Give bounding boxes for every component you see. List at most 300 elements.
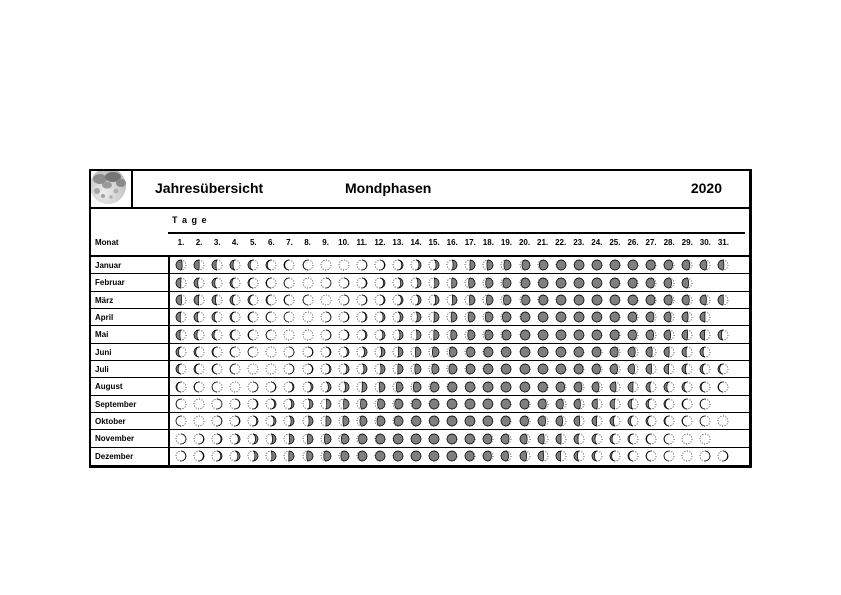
moon-phase-icon	[500, 259, 512, 271]
moon-phase-icon	[591, 259, 603, 271]
moon-phase-icon	[302, 433, 314, 445]
moon-phase-icon	[645, 363, 657, 375]
moon-phase-icon	[265, 259, 277, 271]
moon-phase-icon	[699, 433, 711, 445]
moon-phase-icon	[211, 259, 223, 271]
moon-phase-icon	[681, 381, 693, 393]
moon-phase-icon	[392, 277, 404, 289]
moon-phase-icon	[229, 277, 241, 289]
moon-phase-icon	[374, 415, 386, 427]
moon-phase-icon	[175, 294, 187, 306]
moon-phase-icon	[645, 450, 657, 462]
moon-phase-icon	[609, 381, 621, 393]
month-row-oktober	[91, 413, 749, 430]
moon-phase-icon	[537, 450, 549, 462]
moon-phase-icon	[374, 398, 386, 410]
moon-phase-icon	[591, 346, 603, 358]
moon-phase-icon	[537, 398, 549, 410]
day-label: 25.	[609, 238, 621, 247]
moon-phase-icon	[175, 311, 187, 323]
moon-phase-icon	[482, 450, 494, 462]
moon-phase-icon	[193, 329, 205, 341]
moon-phase-icon	[555, 363, 567, 375]
moon-phase-icon	[482, 398, 494, 410]
month-label: Juli	[95, 364, 109, 374]
moon-phase-icon	[283, 381, 295, 393]
moon-phase-icon	[320, 433, 332, 445]
moon-phase-icon	[627, 294, 639, 306]
moon-phase-icon	[482, 311, 494, 323]
moon-phase-icon	[356, 294, 368, 306]
moon-phase-icon	[410, 363, 422, 375]
moon-phase-icon	[555, 415, 567, 427]
moon-phase-icon	[302, 329, 314, 341]
moon-phase-icon	[519, 415, 531, 427]
moon-phase-icon	[681, 311, 693, 323]
moon-phase-icon	[283, 363, 295, 375]
moon-phase-icon	[519, 450, 531, 462]
moon-phase-icon	[175, 259, 187, 271]
moon-phase-icon	[609, 346, 621, 358]
moon-phase-icon	[374, 311, 386, 323]
moon-phase-icon	[302, 381, 314, 393]
day-label: 27.	[645, 238, 657, 247]
moon-phase-icon	[681, 415, 693, 427]
moon-phase-icon	[482, 259, 494, 271]
moon-phase-icon	[663, 294, 675, 306]
moon-phase-icon	[519, 381, 531, 393]
moon-phase-icon	[428, 450, 440, 462]
moon-phase-icon	[211, 433, 223, 445]
moon-phase-icon	[428, 277, 440, 289]
moon-phase-icon	[283, 311, 295, 323]
moon-phase-icon	[699, 363, 711, 375]
title-year: 2020	[690, 180, 722, 196]
moon-phase-icon	[555, 294, 567, 306]
moon-phase-icon	[609, 450, 621, 462]
moon-phase-icon	[464, 415, 476, 427]
title-overview: Jahresübersicht	[155, 180, 264, 196]
moon-phase-icon	[302, 415, 314, 427]
moon-phase-icon	[573, 311, 585, 323]
moon-phase-icon	[681, 294, 693, 306]
moon-phase-icon	[265, 381, 277, 393]
moon-phase-icon	[699, 381, 711, 393]
moon-phase-icon	[229, 450, 241, 462]
moon-phase-icon	[446, 398, 458, 410]
moon-phase-icon	[464, 363, 476, 375]
month-label: Februar	[95, 278, 125, 288]
moon-phase-icon	[265, 311, 277, 323]
moon-phase-icon	[645, 294, 657, 306]
month-rows	[91, 257, 749, 465]
moon-phase-icon	[193, 346, 205, 358]
moon-phase-icon	[519, 329, 531, 341]
moon-phase-icon	[663, 433, 675, 445]
moon-phase-icon	[609, 415, 621, 427]
moon-phase-icon	[645, 329, 657, 341]
moon-phase-icon	[229, 363, 241, 375]
moon-phase-icon	[175, 433, 187, 445]
moon-phase-icon	[356, 346, 368, 358]
moon-phase-icon	[338, 277, 350, 289]
month-row-mai	[91, 326, 749, 343]
moon-phase-icon	[446, 363, 458, 375]
moon-phase-icon	[717, 415, 729, 427]
month-label: Januar	[95, 261, 122, 270]
moon-phase-icon	[428, 311, 440, 323]
moon-phase-icon	[681, 329, 693, 341]
moon-phase-icon	[464, 346, 476, 358]
moon-phase-icon	[500, 346, 512, 358]
moon-phase-icon	[464, 398, 476, 410]
moon-phase-icon	[537, 311, 549, 323]
moon-phase-icon	[519, 259, 531, 271]
moon-phase-icon	[320, 259, 332, 271]
moon-phase-icon	[500, 381, 512, 393]
moon-phase-icon	[609, 294, 621, 306]
moon-phase-icon	[627, 398, 639, 410]
moon-phase-icon	[446, 329, 458, 341]
moon-phase-icon	[645, 311, 657, 323]
day-label: 7.	[286, 238, 293, 247]
moon-phase-icon	[609, 329, 621, 341]
moon-phase-icon	[247, 311, 259, 323]
day-label: 20.	[518, 238, 531, 247]
moon-phase-icon	[428, 398, 440, 410]
moon-phase-icon	[392, 329, 404, 341]
moon-phase-icon	[392, 311, 404, 323]
day-label: 16.	[446, 238, 458, 247]
moon-phase-icon	[573, 329, 585, 341]
moon-phase-icon	[591, 277, 603, 289]
moon-phase-icon	[627, 329, 639, 341]
day-label: 5.	[249, 238, 257, 247]
month-row-november	[91, 430, 749, 447]
moon-phase-icon	[681, 346, 693, 358]
moon-phase-icon	[500, 433, 512, 445]
moon-phase-icon	[609, 259, 621, 271]
moon-phase-icon	[663, 259, 675, 271]
moon-phase-icon	[338, 433, 350, 445]
moon-phase-icon	[699, 415, 711, 427]
moon-phase-icon	[591, 294, 603, 306]
moon-phase-icon	[537, 415, 549, 427]
moon-phase-icon	[555, 398, 567, 410]
moon-phase-icon	[609, 311, 621, 323]
moon-phase-icon	[645, 381, 657, 393]
moon-phase-icon	[482, 415, 494, 427]
moon-phase-icon	[338, 329, 350, 341]
moon-phase-icon	[464, 329, 476, 341]
moon-phase-icon	[374, 381, 386, 393]
day-label: 4.	[231, 238, 239, 247]
moon-calendar-card	[89, 169, 752, 468]
moon-phase-icon	[645, 259, 657, 271]
moon-phase-icon	[338, 398, 350, 410]
moon-phase-icon	[175, 346, 187, 358]
month-label: April	[95, 312, 114, 322]
moon-phase-icon	[392, 363, 404, 375]
day-label: 1.	[177, 238, 185, 247]
moon-phase-icon	[428, 433, 440, 445]
moon-phase-icon	[211, 294, 223, 306]
moon-phase-icon	[265, 450, 277, 462]
moon-photo-cell	[91, 171, 133, 207]
day-label: 18.	[482, 238, 494, 247]
moon-phase-icon	[338, 381, 350, 393]
moon-phase-icon	[446, 277, 458, 289]
moon-phase-icon	[537, 346, 549, 358]
moon-phase-icon	[555, 329, 567, 341]
moon-phase-icon	[555, 277, 567, 289]
moon-phase-icon	[265, 363, 277, 375]
moon-phase-icon	[338, 259, 350, 271]
moon-phase-icon	[283, 450, 295, 462]
moon-phase-icon	[663, 311, 675, 323]
moon-phase-icon	[320, 381, 332, 393]
moon-phase-icon	[229, 415, 241, 427]
moon-phase-icon	[573, 398, 585, 410]
moon-phase-icon	[247, 277, 259, 289]
moon-phase-icon	[229, 311, 241, 323]
moon-phase-icon	[717, 363, 729, 375]
moon-phase-icon	[519, 277, 531, 289]
moon-phase-icon	[464, 294, 476, 306]
day-label: 3.	[213, 238, 221, 247]
moon-phase-icon	[663, 381, 675, 393]
moon-phase-icon	[537, 259, 549, 271]
moon-phase-icon	[193, 433, 205, 445]
month-label: Juni	[95, 347, 112, 357]
moon-phase-icon	[302, 311, 314, 323]
moon-phase-icon	[283, 329, 295, 341]
moon-phase-icon	[609, 363, 621, 375]
moon-phase-icon	[193, 363, 205, 375]
moon-phase-icon	[392, 346, 404, 358]
moon-phase-icon	[645, 277, 657, 289]
day-label: 6.	[268, 238, 275, 247]
moon-phase-icon	[573, 433, 585, 445]
moon-phase-icon	[283, 294, 295, 306]
month-row-märz	[91, 292, 749, 309]
moon-phase-icon	[699, 294, 711, 306]
moon-phase-icon	[410, 311, 422, 323]
days-underline	[168, 232, 745, 234]
month-row-juli	[91, 361, 749, 378]
day-label: 28.	[663, 238, 675, 247]
moon-phase-icon	[573, 346, 585, 358]
moon-phase-icon	[211, 329, 223, 341]
moon-phase-icon	[302, 346, 314, 358]
moon-phase-icon	[229, 329, 241, 341]
moon-phase-icon	[537, 381, 549, 393]
moon-phase-icon	[302, 450, 314, 462]
moon-phase-icon	[374, 363, 386, 375]
moon-phase-icon	[410, 259, 422, 271]
moon-phase-icon	[193, 450, 205, 462]
day-label: 10.	[338, 238, 350, 247]
moon-phase-icon	[283, 433, 295, 445]
month-row-april	[91, 309, 749, 326]
moon-phase-icon	[374, 450, 386, 462]
moon-phase-icon	[193, 259, 205, 271]
day-label: 2.	[195, 238, 203, 247]
moon-phase-icon	[410, 329, 422, 341]
moon-phase-icon	[519, 311, 531, 323]
moon-phase-icon	[645, 415, 657, 427]
moon-phase-icon	[302, 398, 314, 410]
moon-phase-icon	[446, 415, 458, 427]
moon-phase-icon	[681, 259, 693, 271]
day-label: 9.	[322, 238, 329, 247]
moon-phase-icon	[374, 259, 386, 271]
moon-phase-icon	[211, 346, 223, 358]
title-subject: Mondphasen	[345, 180, 432, 196]
moon-phase-icon	[356, 277, 368, 289]
moon-phase-icon	[320, 346, 332, 358]
moon-phase-icon	[265, 346, 277, 358]
moon-phase-icon	[320, 311, 332, 323]
moon-phase-icon	[211, 415, 223, 427]
moon-phase-icon	[193, 415, 205, 427]
moon-phase-icon	[609, 433, 621, 445]
day-label: 13.	[392, 238, 404, 247]
moon-phase-icon	[428, 363, 440, 375]
moon-phase-icon	[717, 259, 729, 271]
moon-phase-icon	[446, 433, 458, 445]
moon-phase-icon	[464, 259, 476, 271]
moon-phase-icon	[537, 329, 549, 341]
moon-phase-icon	[302, 277, 314, 289]
moon-phase-icon	[663, 346, 675, 358]
moon-phase-icon	[591, 433, 603, 445]
moon-phase-icon	[320, 329, 332, 341]
moon-phase-icon	[555, 433, 567, 445]
moon-phase-icon	[320, 415, 332, 427]
moon-phase-icon	[428, 259, 440, 271]
moon-phase-icon	[392, 415, 404, 427]
moon-phase-icon	[699, 259, 711, 271]
moon-phase-icon	[555, 311, 567, 323]
moon-phase-icon	[229, 433, 241, 445]
moon-phase-icon	[519, 294, 531, 306]
moon-phase-icon	[428, 381, 440, 393]
moon-phase-icon	[645, 433, 657, 445]
moon-phase-icon	[627, 311, 639, 323]
moon-phase-icon	[500, 363, 512, 375]
moon-phase-icon	[320, 363, 332, 375]
moon-phase-icon	[175, 415, 187, 427]
moon-phase-icon	[573, 363, 585, 375]
moon-phase-icon	[356, 415, 368, 427]
moon-phase-icon	[591, 415, 603, 427]
moon-phase-icon	[356, 433, 368, 445]
month-label: März	[95, 295, 114, 305]
moon-phase-icon	[211, 311, 223, 323]
month-label: Dezember	[95, 451, 134, 461]
moon-phase-icon	[573, 381, 585, 393]
moon-phase-icon	[193, 277, 205, 289]
month-label: Mai	[95, 330, 109, 340]
moon-phase-icon	[193, 311, 205, 323]
day-label: 21.	[537, 238, 549, 247]
moon-phase-icon	[627, 415, 639, 427]
moon-phase-icon	[428, 346, 440, 358]
days-header	[91, 209, 749, 257]
day-label: 26.	[627, 238, 639, 247]
moon-phase-icon	[356, 311, 368, 323]
moon-phase-icon	[247, 398, 259, 410]
month-row-januar	[91, 257, 749, 274]
moon-phase-icon	[265, 415, 277, 427]
moon-phase-icon	[555, 346, 567, 358]
moon-phase-icon	[717, 381, 729, 393]
days-group-label: T a g e	[172, 215, 208, 225]
day-label: 11.	[356, 238, 368, 247]
moon-phase-icon	[338, 294, 350, 306]
day-label: 29.	[681, 238, 693, 247]
moon-phase-icon	[482, 363, 494, 375]
moon-phase-icon	[247, 433, 259, 445]
moon-phase-icon	[537, 363, 549, 375]
moon-phase-icon	[537, 294, 549, 306]
moon-phase-icon	[500, 450, 512, 462]
moon-phase-icon	[410, 398, 422, 410]
moon-phase-icon	[681, 363, 693, 375]
moon-phase-icon	[627, 259, 639, 271]
moon-phase-icon	[573, 259, 585, 271]
moon-phase-icon	[428, 415, 440, 427]
moon-phase-icon	[410, 450, 422, 462]
moon-phase-icon	[482, 277, 494, 289]
moon-phase-icon	[247, 259, 259, 271]
moon-phase-icon	[573, 294, 585, 306]
day-label: 12.	[374, 238, 386, 247]
moon-phase-icon	[464, 381, 476, 393]
moon-phase-icon	[446, 311, 458, 323]
day-label: 22.	[555, 238, 567, 247]
moon-phase-icon	[663, 363, 675, 375]
day-label: 15.	[428, 238, 440, 247]
moon-phase-icon	[247, 450, 259, 462]
day-label: 31.	[717, 238, 729, 247]
moon-phase-icon	[356, 259, 368, 271]
moon-phase-icon	[356, 363, 368, 375]
moon-phase-icon	[320, 277, 332, 289]
day-label: 30.	[699, 238, 711, 247]
month-row-dezember	[91, 448, 749, 465]
day-label: 19.	[500, 238, 512, 247]
moon-phase-icon	[356, 381, 368, 393]
moon-phase-icon	[410, 294, 422, 306]
moon-phase-icon	[519, 398, 531, 410]
moon-phase-icon	[663, 329, 675, 341]
moon-phase-icon	[265, 398, 277, 410]
moon-phase-icon	[464, 450, 476, 462]
moon-phase-icon	[392, 259, 404, 271]
moon-phase-icon	[663, 398, 675, 410]
moon-phase-icon	[555, 450, 567, 462]
moon-phase-icon	[627, 433, 639, 445]
moon-phase-icon	[175, 398, 187, 410]
moon-phase-icon	[573, 277, 585, 289]
moon-phase-icon	[247, 346, 259, 358]
moon-phase-icon	[338, 363, 350, 375]
moon-phase-icon	[627, 381, 639, 393]
moon-phase-icon	[519, 363, 531, 375]
moon-phase-icon	[392, 294, 404, 306]
